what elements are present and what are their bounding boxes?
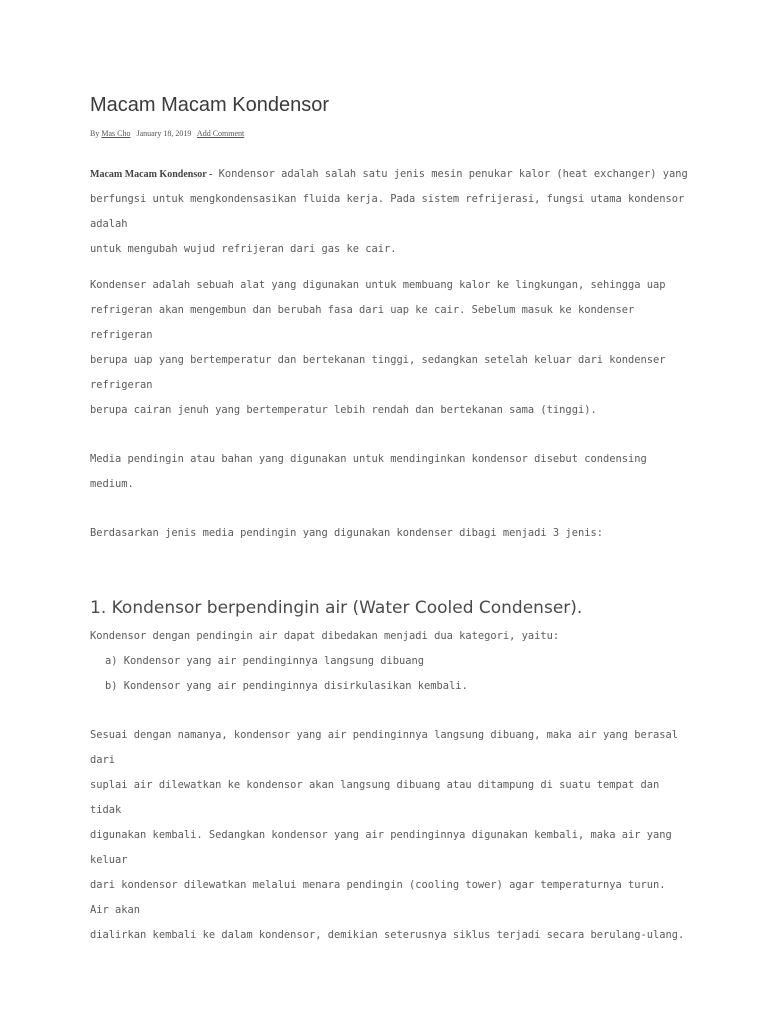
- paragraph-three-types: Berdasarkan jenis media pendingin yang digunakan kondenser dibagi menjadi 3 jenis:: [90, 527, 603, 539]
- author-link[interactable]: Mas Cho: [101, 129, 131, 138]
- list-item: a) Kondensor yang air pendinginnya langsung dibuang: [105, 655, 425, 667]
- paragraph-condensing-medium: Media pendingin atau bahan yang digunakan untuk mendinginkan kondensor disebut condensing medium.: [90, 453, 647, 490]
- byline-label: By: [90, 129, 100, 138]
- intro-text: Kondensor adalah salah satu jenis mesin penukar kalor (heat exchanger) yang berfungsi untuk mengkondensasikan fluida kerja. Pada sistem refrijerasi, fungsi utama kondensor adalah untuk mengubah wujud refrijeran dari gas ke cair.: [90, 168, 688, 255]
- article: [90, 92, 690, 948]
- intro-paragraph: [90, 162, 690, 262]
- section-intro: Kondensor dengan pendingin air dapat dibedakan menjadi dua kategori, yaitu:: [90, 630, 560, 642]
- paragraph-kondenser-definition: Kondenser adalah sebuah alat yang digunakan untuk membuang kalor ke lingkungan, sehingga uap refrigeran akan mengembun dan berubah fasa dari uap ke cair. Sebelum masuk ke kondenser refrigeran berupa uap yang bertemperatur dan bertekanan tinggi, sedangkan setelah keluar dari kondenser refrigeran berupa cairan jenuh yang bertemperatur lebih rendah dan bertekanan sama (tinggi).: [90, 279, 666, 416]
- section-body: Sesuai dengan namanya, kondensor yang air pendinginnya langsung dibuang, maka air yang berasal dari suplai air dilewatkan ke kondensor akan langsung dibuang atau ditampung di suatu tempat dan tidak digunakan kembali. Sedangkan kondensor yang air pendinginnya digunakan kembali, maka air yang keluar dari kondensor dilewatkan melalui menara pendingin (cooling tower) agar temperaturnya turun. Air akan dialirkan kembali ke dalam kondensor, demikian seterusnya siklus terjadi secara berulang-ulang.: [90, 729, 685, 941]
- post-meta: [90, 128, 690, 140]
- add-comment-link[interactable]: Add Comment: [196, 129, 245, 138]
- list-item: b) Kondensor yang air pendinginnya disirkulasikan kembali.: [105, 680, 468, 692]
- intro-lead: Macam Macam Kondensor -: [90, 169, 213, 180]
- category-list: [105, 649, 690, 699]
- page-title: Macam Macam Kondensor: [90, 94, 329, 116]
- section-heading-water-cooled: 1. Kondensor berpendingin air (Water Cooled Condenser).: [90, 598, 583, 618]
- post-date: January 18, 2019: [136, 129, 192, 138]
